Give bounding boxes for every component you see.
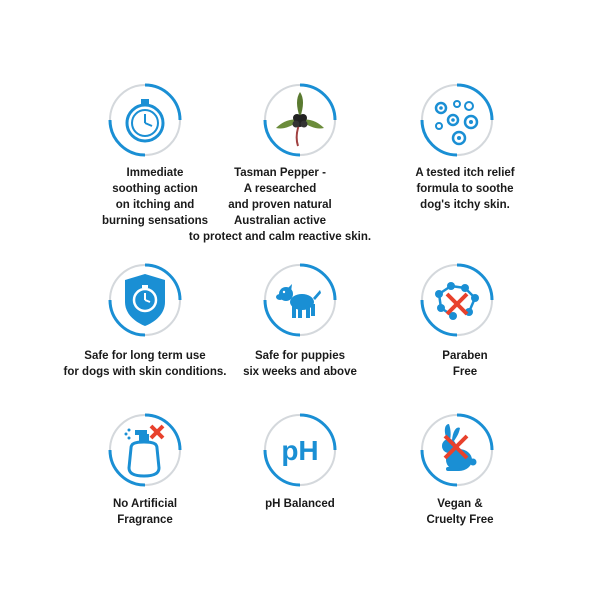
feature-caption: Safe for puppies six weeks and above [243,350,357,378]
feature-caption: pH Balanced [265,498,335,510]
ph-icon [262,412,338,488]
feature-caption: Safe for long term use for dogs with skin conditions. [63,350,227,378]
puppy-icon [262,262,338,338]
cells-icon [419,82,495,158]
stopwatch-icon [107,82,183,158]
pepper-leaf-icon [262,82,338,158]
feature-caption: Paraben Free [442,350,488,378]
no-animal-testing-rabbit-icon [419,412,495,488]
feature-caption: Vegan & Cruelty Free [426,498,494,526]
feature-caption: Tasman Pepper - A researched and proven natural Australian active to protect and calm reactive skin. [188,167,372,243]
shield-clock-icon [107,262,183,338]
no-fragrance-bottle-icon [107,412,183,488]
no-paraben-molecule-icon [419,262,495,338]
ph-icon-text: pH [281,435,319,466]
feature-caption: Immediate soothing action on itching and burning sensations [101,167,209,227]
feature-caption: No Artificial Fragrance [112,498,178,526]
feature-caption: A tested itch relief formula to soothe dog's itchy skin. [415,167,515,211]
